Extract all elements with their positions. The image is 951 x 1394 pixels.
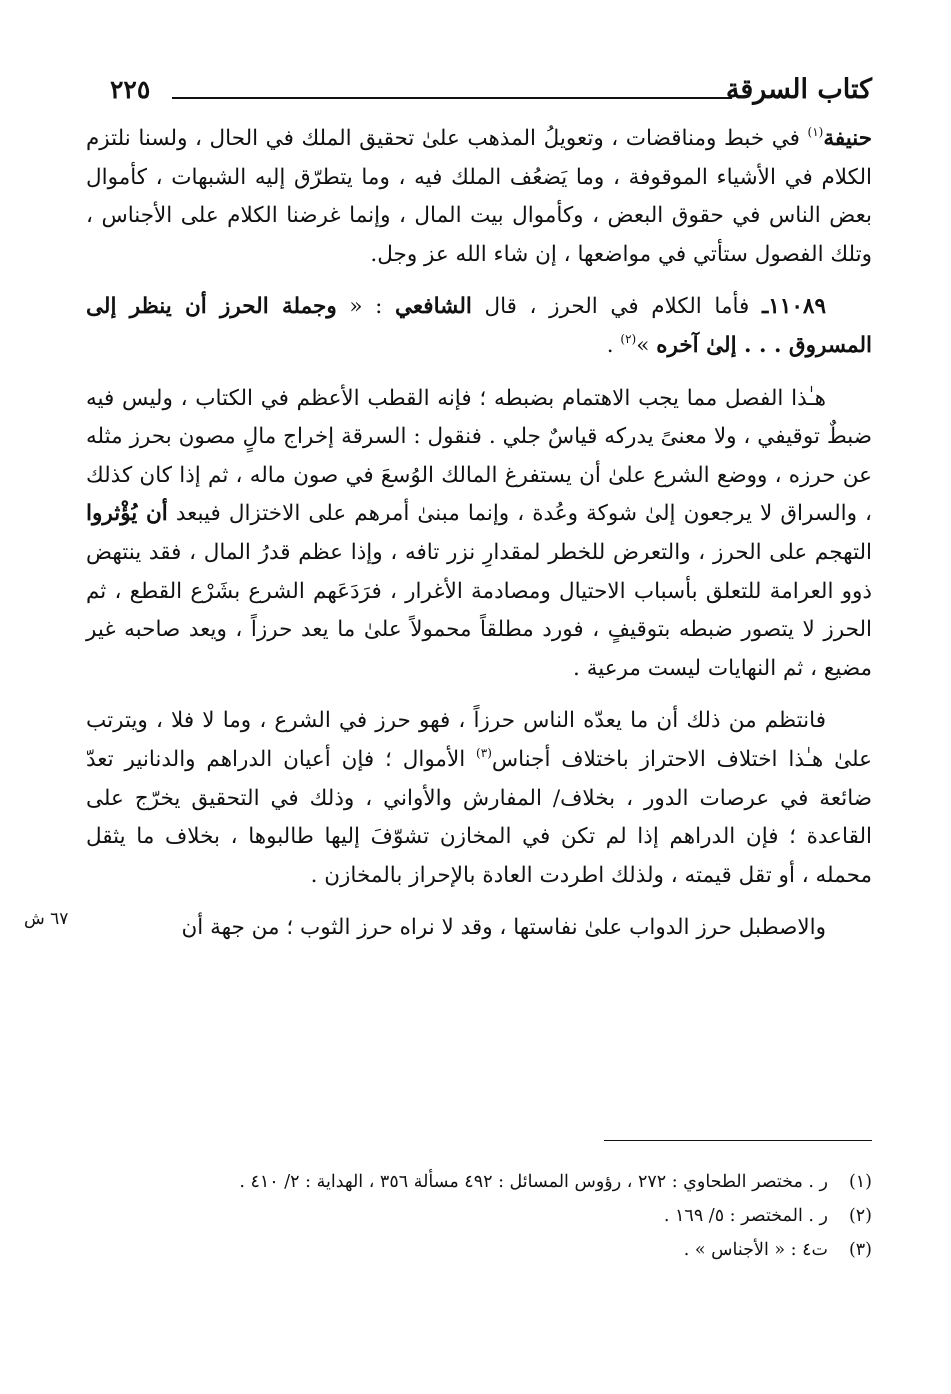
footnote-ref-2: (٢): [620, 331, 637, 346]
paragraph-1-lead: حنيفة: [823, 126, 872, 151]
header-rule: [172, 97, 732, 99]
paragraph-2-text-a: فأما الكلام في الحرز ، قال: [471, 294, 762, 320]
paragraph-4-text-a: فانتظم من ذلك أن ما يعدّه الناس حرزاً ، فهو حرز في الشرع ، وما لا فلا ، ويترتب علىٰ هـٰذا اختلاف الاحتراز باختلاف أجناس: [86, 708, 872, 772]
quotation: وجملة الحرز أن ينظر إلى المسروق . . . إلىٰ آخره: [86, 294, 872, 358]
paragraph-3-bold: أن يُؤْثروا: [86, 501, 168, 527]
footnote-number: (١): [848, 1172, 872, 1192]
footnote-ref-1: (١): [807, 125, 824, 139]
footnote-text: ر . مختصر الطحاوي : ٢٧٢ ، رؤوس المسائل : ٤٩٢ مسألة ٣٥٦ ، الهداية : ٢/ ٤١٠ .: [239, 1172, 828, 1192]
paragraph-2-text-b: : «: [336, 294, 396, 320]
author-name: الشافعي: [395, 294, 472, 320]
paragraph-1: [86, 120, 872, 274]
footnotes: [86, 1165, 872, 1267]
footnote-2: [86, 1199, 872, 1233]
paragraph-3-text-a: هـٰذا الفصل مما يجب الاهتمام بضبطه ؛ فإنه القطب الأعظم في الكتاب ، وليس فيه ضبطٌ توقيفي ، ولا معنىً يدركه قياسٌ جلي . فنقول : السرقة إخراج مالٍ مصون بحرز مثله عن حرزه ، ووضع الشرع علىٰ أن يستفرغ المالك الوُسعَ في صون ماله ، ثم إذا كان كذلك ، والسراق لا يرجعون إلىٰ شوكة وعُدة ، وإنما مبنىٰ أمرهم على الاختزال فيبعد: [86, 385, 872, 527]
footnote-number: (٣): [848, 1240, 872, 1260]
footnote-rule: [604, 1140, 872, 1141]
paragraph-4: [86, 702, 872, 895]
footnote-ref-3: (٣): [476, 745, 492, 760]
footnote-number: (٢): [848, 1206, 872, 1226]
paragraph-3: [86, 380, 872, 689]
footnote-text: ت٤ : « الأجناس » .: [683, 1240, 828, 1260]
footnote-text: ر . المختصر : ٥/ ١٦٩ .: [663, 1206, 828, 1226]
paragraph-5-text: والاصطبل حرز الدواب علىٰ نفاستها ، وقد لا نراه حرز الثوب ؛ من جهة أن: [181, 915, 826, 941]
paragraph-1-text: في خبط ومناقضات ، وتعويلُ المذهب علىٰ تحقيق الملك في الحال ، ولسنا نلتزم الكلام في الأشياء الموقوفة ، وما يَضعُف الملك فيه ، وما يتطرّق إليه الشبهات ، كأموال بعض الناس في حقوق البعض ، وكأموال بيت المال ، وإنما غرضنا الكلام على الأجناس ، وتلك الفصول ستأتي في مواضعها ، إن شاء الله عز وجل.: [86, 126, 872, 267]
main-text: [86, 120, 872, 962]
paragraph-4-text-b: الأموال ؛ فإن أعيان الدراهم والدنانير تعدّ ضائعة في عرصات الدور ، بخلاف/ المفارش والأواني ، وذلك في التحقيق يخرّج على القاعدة ؛ فإن الدراهم إذا لم تكن في المخازن تشوّفَ إليها طالبوها ، بخلاف ما يثقل محمله ، أو تقل قيمته ، ولذلك اطردت العادة بالإحراز بالمخازن .: [86, 746, 872, 888]
paragraph-2-text-d: .: [606, 332, 621, 358]
page-number: ٢٢٥: [110, 75, 151, 104]
paragraph-2-text-c: »: [636, 332, 657, 358]
footnote-3: [86, 1233, 872, 1267]
page-header: [110, 70, 872, 110]
margin-note: ٦٧ ش: [24, 909, 69, 929]
paragraph-5: [86, 909, 872, 948]
paragraph-3-text-b: التهجم على الحرز ، والتعرض للخطر لمقدارِ نزر تافه ، وإذا عظم قدرُ المال ، فقد ينتهض ذوو العرامة للتعلق بأسباب الاحتيال ومصادمة الأغرار ، فرَدَعَهم الشرع بشَرْع القطع ، ثم الحرز لا يتصور ضبطه بتوقيفٍ ، فورد مطلقاً محمولاً علىٰ ما يعد حرزاً ، ويعد صاحبه غير مضيع ، ثم النهايات ليست مرعية .: [86, 539, 872, 681]
paragraph-number: ١١٠٨٩ـ: [761, 294, 826, 320]
running-title: كتاب السرقة: [725, 74, 872, 105]
footnote-1: [86, 1165, 872, 1199]
paragraph-2: [86, 288, 872, 365]
